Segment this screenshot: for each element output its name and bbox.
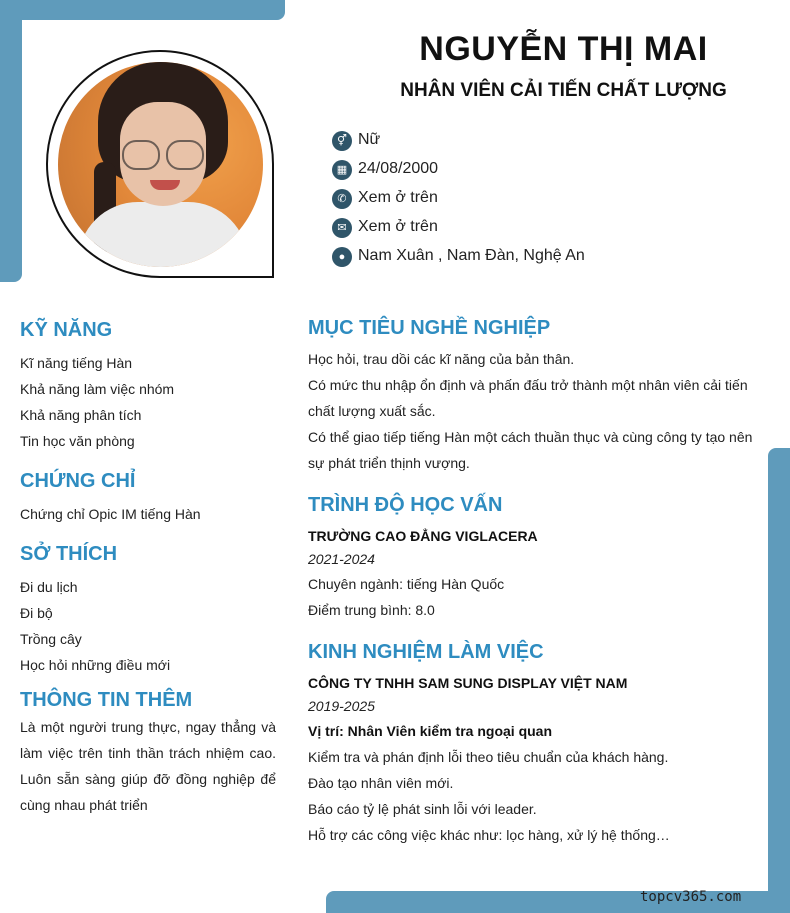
decor-bar-left xyxy=(0,0,22,282)
skill-item: Kĩ năng tiếng Hàn xyxy=(20,355,133,371)
education-major: Chuyên ngành: tiếng Hàn Quốc xyxy=(308,576,505,592)
skill-item: Khả năng làm việc nhóm xyxy=(20,381,175,397)
calendar-icon: ▦ xyxy=(332,160,352,180)
hobby-item: Đi du lịch xyxy=(20,579,78,595)
objective-line: chất lượng xuất sắc. xyxy=(308,403,436,419)
more-info-text: Là một người trung thực, ngay thẳng và làm việc trên tinh thần trách nhiệm cao. Luôn sẵn sàng giúp đỡ đồng nghiệp để cùng nhau phát triển xyxy=(20,719,276,813)
watermark: topcv365.com xyxy=(640,889,742,905)
school-name: TRƯỜNG CAO ĐẲNG VIGLACERA xyxy=(308,528,538,544)
decor-bar-top xyxy=(0,0,285,20)
company-name: CÔNG TY TNHH SAM SUNG DISPLAY VIỆT NAM xyxy=(308,675,628,691)
phone-icon: ✆ xyxy=(332,189,352,209)
experience-duty: Đào tạo nhân viên mới. xyxy=(308,775,454,791)
contact-email-text: Xem ở trên xyxy=(358,218,438,235)
experience-duty: Hỗ trợ các công việc khác như: lọc hàng, xử lý hệ thống… xyxy=(308,827,670,843)
contact-address-text: Nam Xuân , Nam Đàn, Nghệ An xyxy=(358,247,585,264)
job-title: NHÂN VIÊN CẢI TIẾN CHẤT LƯỢNG xyxy=(400,80,727,101)
certificate-item: Chứng chỉ Opic IM tiếng Hàn xyxy=(20,506,201,522)
email-icon: ✉ xyxy=(332,218,352,238)
objective-line: Học hỏi, trau dồi các kĩ năng của bản thân. xyxy=(308,351,575,367)
contact-gender-text: Nữ xyxy=(358,131,381,148)
experience-duty: Kiểm tra và phán định lỗi theo tiêu chuẩn của khách hàng. xyxy=(308,749,669,765)
hobby-item: Học hỏi những điều mới xyxy=(20,657,171,673)
objective-line: sự phát triển thịnh vượng. xyxy=(308,455,470,471)
experience-duty: Báo cáo tỷ lệ phát sinh lỗi với leader. xyxy=(308,801,537,817)
more-info-heading: THÔNG TIN THÊM xyxy=(20,689,193,711)
profile-photo xyxy=(58,62,263,267)
hobbies-heading: SỞ THÍCH xyxy=(20,543,118,565)
gender-icon: ⚥ xyxy=(332,131,352,151)
contact-birthday-text: 24/08/2000 xyxy=(358,160,439,177)
location-icon: ● xyxy=(332,247,352,267)
decor-bar-right xyxy=(768,448,790,913)
education-heading: TRÌNH ĐỘ HỌC VẤN xyxy=(308,494,503,516)
hobby-item: Đi bộ xyxy=(20,605,53,621)
objective-line: Có thể giao tiếp tiếng Hàn một cách thuần thục và cùng công ty tạo nên xyxy=(308,429,753,445)
education-gpa: Điểm trung bình: 8.0 xyxy=(308,602,435,618)
objective-line: Có mức thu nhập ổn định và phấn đấu trở thành một nhân viên cải tiến xyxy=(308,377,748,393)
skill-item: Khả năng phân tích xyxy=(20,407,142,423)
objective-heading: MỤC TIÊU NGHỀ NGHIỆP xyxy=(308,317,551,339)
education-period: 2021-2024 xyxy=(308,551,375,567)
skills-heading: KỸ NĂNG xyxy=(20,319,113,341)
contact-phone-text: Xem ở trên xyxy=(358,189,438,206)
candidate-name: NGUYỄN THỊ MAI xyxy=(419,30,708,68)
experience-position: Vị trí: Nhân Viên kiểm tra ngoại quan xyxy=(308,723,553,739)
skill-item: Tin học văn phòng xyxy=(20,433,135,449)
hobby-item: Trồng cây xyxy=(20,631,82,647)
certificates-heading: CHỨNG CHỈ xyxy=(20,470,136,492)
experience-heading: KINH NGHIỆM LÀM VIỆC xyxy=(308,641,544,663)
experience-period: 2019-2025 xyxy=(308,698,375,714)
